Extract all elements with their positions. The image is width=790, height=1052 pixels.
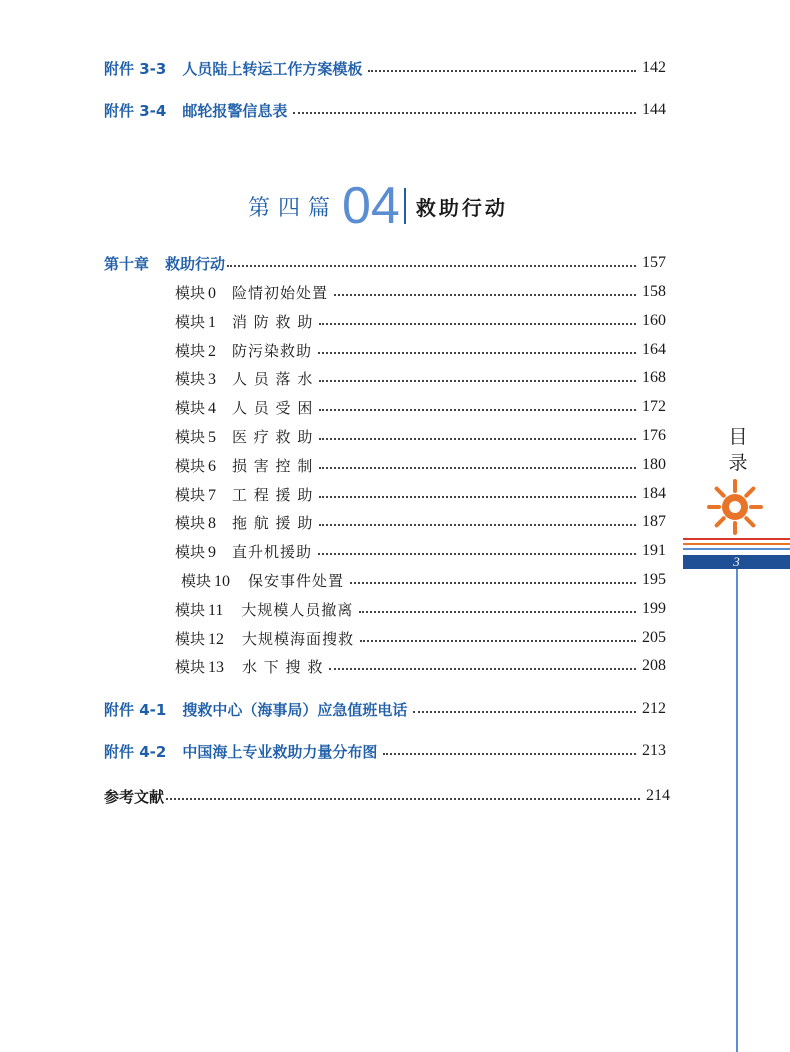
module-title: 工 程 援 助 (232, 485, 314, 504)
margin-rule (736, 569, 738, 1052)
page-number: 168 (642, 369, 666, 386)
toc-entry-module[interactable] (175, 366, 666, 390)
module-prefix: 模块 (175, 629, 206, 648)
page-number: 205 (642, 629, 666, 646)
module-index: 12 (208, 630, 225, 648)
module-title: 损 害 控 制 (232, 456, 314, 475)
module-number (175, 340, 216, 361)
page-number: 172 (642, 398, 666, 415)
page-number: 164 (642, 341, 666, 358)
module-number (175, 656, 224, 677)
module-index: 4 (208, 399, 217, 417)
module-number (175, 397, 216, 418)
dot-leader (359, 611, 636, 613)
page-number: 191 (642, 542, 666, 559)
module-number (175, 628, 224, 649)
module-index: 6 (208, 457, 217, 475)
dot-leader (318, 553, 636, 555)
module-title: 大规模海面搜救 (242, 629, 355, 648)
toc-entry-module[interactable] (181, 568, 666, 592)
toc-entry-module[interactable] (175, 539, 666, 563)
module-prefix: 模块 (175, 312, 206, 331)
dot-leader (319, 467, 636, 469)
chapter-title: 救助行动 (165, 254, 226, 273)
stripe-red (683, 538, 790, 540)
annex-label: 附件 3-3 (104, 59, 167, 78)
page-number: 187 (642, 513, 666, 530)
module-prefix: 模块 (175, 456, 206, 475)
dot-leader (319, 438, 636, 440)
toc-entry-annex-3-3[interactable] (104, 56, 666, 80)
annex-title: 人员陆上转运工作方案模板 (182, 59, 363, 78)
module-prefix: 模块 (175, 427, 206, 446)
toc-entry-module[interactable] (175, 395, 666, 419)
annex-title: 中国海上专业救助力量分布图 (182, 742, 378, 761)
module-prefix: 模块 (175, 398, 206, 417)
module-index: 1 (208, 313, 217, 331)
module-index: 3 (208, 370, 217, 388)
sun-wheel-icon (706, 478, 764, 536)
module-title: 医 疗 救 助 (232, 427, 314, 446)
module-title: 人 员 受 困 (232, 398, 314, 417)
module-prefix: 模块 (175, 485, 206, 504)
page-number: 195 (642, 571, 666, 588)
module-index: 10 (214, 572, 231, 590)
module-prefix: 模块 (175, 600, 206, 619)
module-title: 拖 航 援 助 (232, 513, 314, 532)
page-number: 212 (642, 700, 666, 717)
module-title: 险情初始处置 (232, 283, 329, 302)
module-number (181, 570, 230, 591)
dot-leader (368, 70, 636, 72)
module-number (175, 426, 216, 447)
dot-leader (319, 380, 636, 382)
section-label: 目录 (728, 426, 748, 474)
page-number: 142 (642, 59, 666, 76)
chapter-label: 第十章 (104, 254, 150, 273)
part-divider (404, 188, 406, 224)
annex-label: 附件 3-4 (104, 101, 167, 120)
module-index: 9 (208, 543, 217, 561)
module-title: 防污染救助 (232, 341, 313, 360)
module-title: 大规模人员撤离 (241, 600, 354, 619)
module-number (175, 311, 216, 332)
module-number (175, 368, 216, 389)
module-title: 水 下 搜 救 (242, 657, 324, 676)
module-number (175, 282, 216, 303)
page-number: 160 (642, 312, 666, 329)
module-index: 2 (208, 342, 217, 360)
module-index: 0 (208, 284, 217, 302)
dot-leader (329, 668, 636, 670)
module-index: 5 (208, 428, 217, 446)
dot-leader (318, 352, 636, 354)
references-title: 参考文献 (104, 787, 165, 806)
module-prefix: 模块 (175, 283, 206, 302)
toc-entry-chapter-10[interactable] (104, 251, 666, 275)
part-heading (248, 176, 508, 236)
part-number: 04 (342, 177, 400, 235)
module-number (175, 484, 216, 505)
module-index: 8 (208, 514, 217, 532)
dot-leader (334, 294, 636, 296)
module-prefix: 模块 (175, 369, 206, 388)
module-title: 消 防 救 助 (232, 312, 314, 331)
toc-entry-module[interactable] (175, 626, 666, 650)
module-prefix: 模块 (181, 571, 212, 590)
dot-leader (319, 409, 636, 411)
toc-entry-module[interactable] (175, 424, 666, 448)
dot-leader (319, 524, 636, 526)
toc-entry-module[interactable] (175, 482, 666, 506)
annex-label: 附件 4-1 (104, 700, 167, 719)
module-number (175, 512, 216, 533)
page-number: 158 (642, 283, 666, 300)
dot-leader (319, 496, 636, 498)
module-number (175, 599, 223, 620)
page-number: 208 (642, 657, 666, 674)
toc-entry-module[interactable] (175, 654, 666, 678)
module-index: 7 (208, 486, 217, 504)
toc-entry-module[interactable] (175, 309, 666, 333)
module-prefix: 模块 (175, 542, 206, 561)
dot-leader (350, 582, 636, 584)
dot-leader (227, 265, 636, 267)
page-number: 214 (646, 787, 670, 804)
toc-entry-references[interactable] (104, 784, 670, 808)
stripe-blue (683, 548, 790, 550)
dot-leader (293, 112, 636, 114)
page-number: 213 (642, 742, 666, 759)
page-number: 184 (642, 485, 666, 502)
annex-label: 附件 4-2 (104, 742, 167, 761)
part-title: 救助行动 (415, 195, 508, 220)
module-prefix: 模块 (175, 341, 206, 360)
toc-entry-module[interactable] (175, 338, 666, 362)
toc-entry-module[interactable] (175, 597, 666, 621)
toc-entry-module[interactable] (175, 280, 666, 304)
page-number: 144 (642, 101, 666, 118)
module-index: 13 (208, 658, 225, 676)
module-title: 人 员 落 水 (232, 369, 314, 388)
module-number (175, 455, 216, 476)
module-title: 保安事件处置 (248, 571, 345, 590)
dot-leader (166, 798, 640, 800)
dot-leader (413, 711, 636, 713)
part-label: 第四篇 (248, 195, 339, 221)
toc-entry-module[interactable] (175, 453, 666, 477)
toc-entry-module[interactable] (175, 510, 666, 534)
annex-title: 搜救中心（海事局）应急值班电话 (182, 700, 408, 719)
toc-entry-annex-3-4[interactable] (104, 98, 666, 122)
dot-leader (319, 323, 636, 325)
module-title: 直升机援助 (232, 542, 313, 561)
module-prefix: 模块 (175, 657, 206, 676)
stripe-orange (683, 543, 790, 545)
page-number: 157 (642, 254, 666, 271)
dot-leader (383, 753, 636, 755)
toc-entry-annex-4-1[interactable] (104, 697, 666, 721)
annex-title: 邮轮报警信息表 (182, 101, 288, 120)
page-number-tab: 3 (683, 555, 790, 569)
dot-leader (360, 640, 636, 642)
module-prefix: 模块 (175, 513, 206, 532)
page-number: 180 (642, 456, 666, 473)
toc-entry-annex-4-2[interactable] (104, 739, 666, 763)
module-index: 11 (208, 601, 224, 619)
module-number (175, 541, 216, 562)
page-number: 199 (642, 600, 666, 617)
page-number: 176 (642, 427, 666, 444)
